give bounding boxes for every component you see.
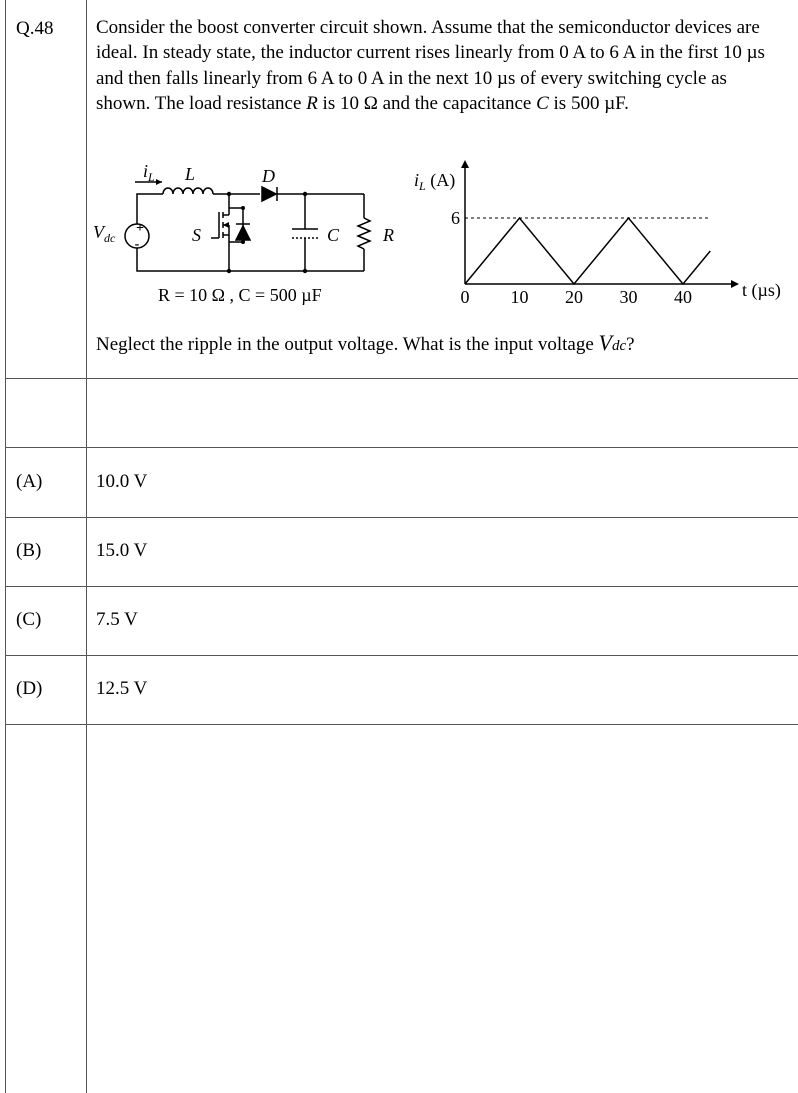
- node: [227, 269, 231, 273]
- option-a-text[interactable]: 10.0 V: [96, 471, 148, 492]
- option-c-label[interactable]: (C): [16, 609, 42, 630]
- plus-sign: +: [136, 221, 144, 236]
- node: [303, 269, 307, 273]
- question-figure: [80, 150, 790, 315]
- option-b-label[interactable]: (B): [16, 540, 42, 561]
- inductor: [163, 188, 213, 194]
- row-divider: [5, 517, 798, 518]
- stem-text: is 500 µF.: [548, 92, 629, 114]
- diode-label: D: [262, 166, 275, 186]
- resistor: [358, 218, 370, 249]
- question-stem: [96, 15, 776, 116]
- question-prompt: [96, 330, 635, 356]
- x-axis-label: t (µs): [742, 280, 781, 300]
- arrow-head: [156, 179, 162, 185]
- il-label: $i_L$: [143, 161, 155, 184]
- vdc-symbol: V: [598, 330, 612, 355]
- option-b-text[interactable]: 15.0 V: [96, 540, 148, 561]
- node: [303, 192, 307, 196]
- x-tick-label: 20: [565, 287, 583, 307]
- option-d-text[interactable]: 12.5 V: [96, 678, 148, 699]
- row-divider: [5, 378, 798, 379]
- row-divider: [5, 724, 798, 725]
- resistor-label: R: [383, 225, 394, 245]
- row-divider: [5, 655, 798, 656]
- row-divider: [5, 586, 798, 587]
- vdc-label: $V_{dc}$: [93, 222, 116, 245]
- x-tick-label: 30: [619, 287, 638, 307]
- stem-text: Consider the boost converter circuit shown. Assume that the semiconductor devices are ideal. In steady state, the inductor current rises linearly from 0 A to 6 A in the first 10 µs and then falls linearly from 6 A to 0 A in the next 10 µs of every switching cycle as shown. The load resistance: [96, 17, 765, 114]
- capacitor-label: C: [327, 225, 340, 245]
- option-a-label[interactable]: (A): [16, 471, 43, 492]
- y-axis-label: $i_L$ (A): [414, 170, 456, 193]
- question-number: Q.48: [16, 18, 54, 39]
- body-diode: [236, 226, 250, 240]
- inductor-label: L: [185, 164, 196, 184]
- option-c-text[interactable]: 7.5 V: [96, 609, 138, 630]
- node: [227, 192, 231, 196]
- data-line: [465, 218, 710, 284]
- option-d-label[interactable]: (D): [16, 678, 43, 699]
- left-border: [5, 0, 6, 1093]
- stem-r-symbol: R: [306, 92, 318, 114]
- x-tick-label: 0: [460, 287, 470, 307]
- y-axis-arrow: [461, 160, 469, 168]
- stem-c-symbol: C: [536, 92, 549, 114]
- question-mark: ?: [626, 334, 635, 355]
- circuit-caption: R = 10 Ω , C = 500 µF: [158, 285, 322, 305]
- wire: [137, 248, 364, 271]
- x-axis-arrow: [731, 280, 739, 288]
- wire: [137, 194, 163, 224]
- x-tick-label: 40: [674, 287, 692, 307]
- y-tick-label: 6: [451, 208, 460, 228]
- vdc-subscript: dc: [611, 338, 627, 354]
- diode: [262, 187, 276, 201]
- stem-text: is 10 Ω and the capacitance: [317, 92, 537, 114]
- switch-label: S: [192, 225, 201, 245]
- x-tick-label: 10: [510, 287, 529, 307]
- current-waveform-chart: [414, 160, 781, 307]
- minus-sign: -: [134, 237, 140, 252]
- row-divider: [5, 447, 798, 448]
- prompt-text: Neglect the ripple in the output voltage. What is the input voltage: [96, 334, 599, 355]
